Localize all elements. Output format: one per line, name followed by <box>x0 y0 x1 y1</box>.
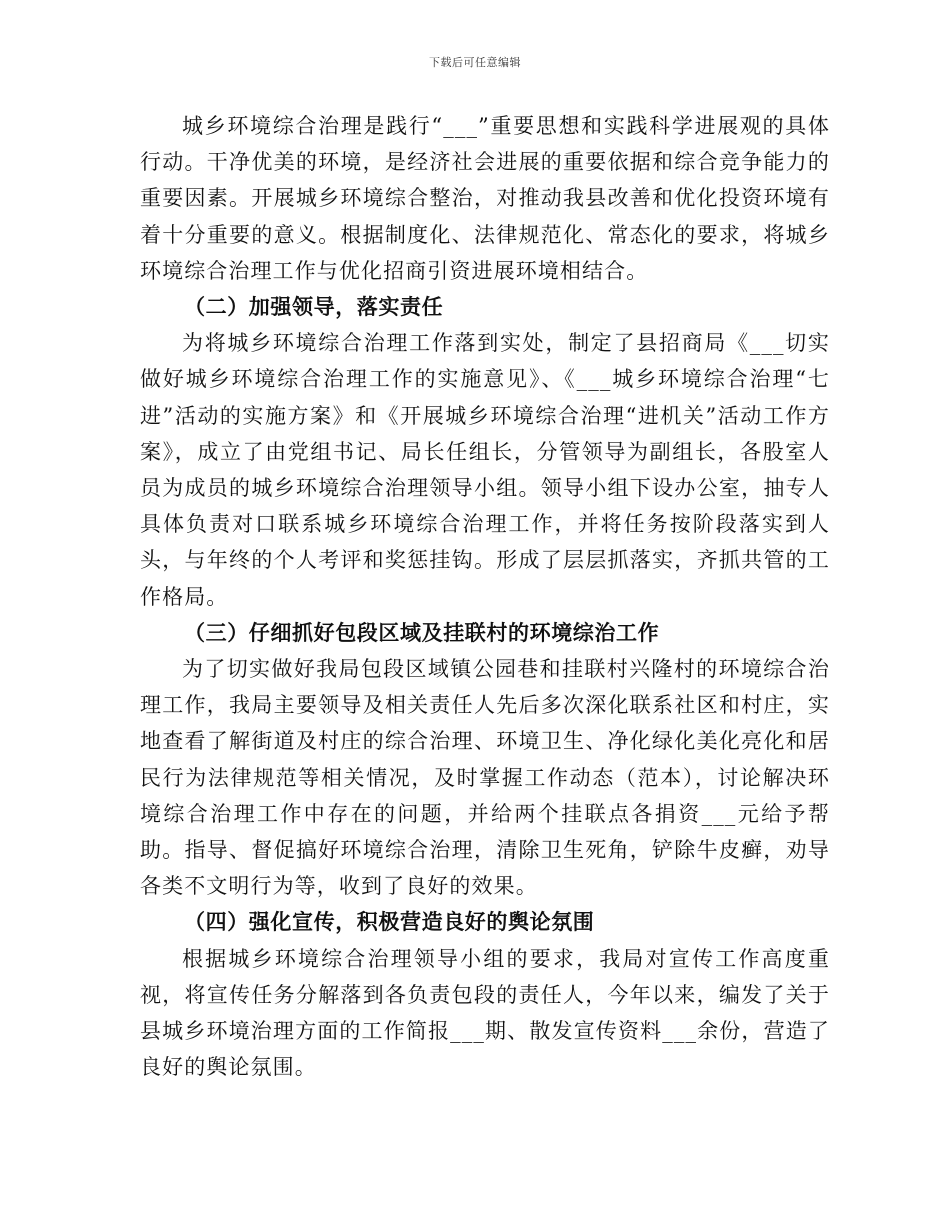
section-heading-2: （二）加强领导，落实责任 <box>184 294 444 320</box>
paragraph-area-work: 为了切实做好我局包段区域镇公园巷和挂联村兴隆村的环境综合治理工作，我局主要领导及相关责任人先后多次深化联系社区和村庄，实地查看了解街道及村庄的综合治理、环境卫生、净化绿化美化亮化和居民行为法律规范等相关情况，及时掌握工作动态（范本），讨论解决环境综合治理工作中存在的问题，并给两个挂联点各捐资___元给予帮助。指导、督促搞好环境综合治理，清除卫生死角，铲除牛皮癣，劝导各类不文明行为等，收到了良好的效果。 <box>140 657 830 899</box>
section-heading-4: （四）强化宣传，积极营造良好的舆论氛围 <box>184 909 595 935</box>
paragraph-intro: 城乡环境综合治理是践行“___”重要思想和实践科学进展观的具体行动。干净优美的环境，是经济社会进展的重要依据和综合竞争能力的重要因素。开展城乡环境综合整治，对推动我县改善和优化投资环境有着十分重要的意义。根据制度化、法律规范化、常态化的要求，将城乡环境综合治理工作与优化招商引资进展环境相结合。 <box>140 114 830 283</box>
paragraph-leadership: 为将城乡环境综合治理工作落到实处，制定了县招商局《___切实做好城乡环境综合治理工作的实施意见》、《___城乡环境综合治理“七进”活动的实施方案》和《开展城乡环境综合治理“进机关”活动工作方案》，成立了由党组书记、局长任组长，分管领导为副组长，各股室人员为成员的城乡环境综合治理领导小组。领导小组下设办公室，抽专人具体负责对口联系城乡环境综合治理工作，并将任务按阶段落实到人头，与年终的个人考评和奖惩挂钩。形成了层层抓落实，齐抓共管的工作格局。 <box>140 331 830 609</box>
paragraph-publicity: 根据城乡环境综合治理领导小组的要求，我局对宣传工作高度重视，将宣传任务分解落到各负责包段的责任人，今年以来，编发了关于县城乡环境治理方面的工作简报___期、散发宣传资料___余份，营造了良好的舆论氛围。 <box>140 946 830 1080</box>
page-header-note: 下载后可任意编辑 <box>429 56 521 69</box>
document-body <box>140 108 830 1085</box>
section-heading-3: （三）仔细抓好包段区域及挂联村的环境综治工作 <box>184 619 660 645</box>
